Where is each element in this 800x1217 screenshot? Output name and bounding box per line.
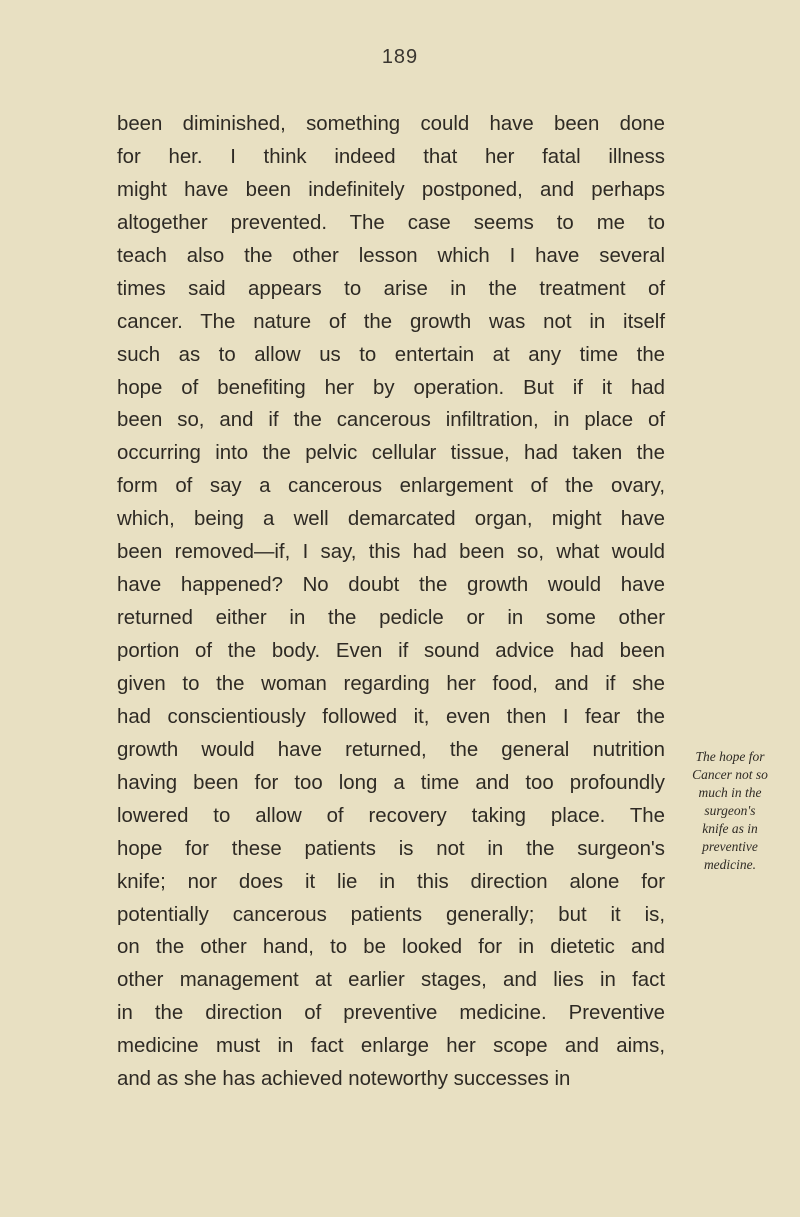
text-line: medicine must in fact enlarge her scope and aims, — [117, 1035, 665, 1058]
body-text — [117, 108, 665, 1096]
text-line: teach also the other lesson which I have several — [117, 244, 665, 267]
margin-note-line: preventive — [702, 839, 758, 854]
text-line: other management at earlier stages, and lies in fact — [117, 969, 665, 992]
text-line: occurring into the pelvic cellular tissue, had taken the — [117, 442, 665, 465]
text-line: form of say a cancerous enlargement of the ovary, — [117, 475, 665, 498]
text-line: hope of benefiting her by operation. But if it had — [117, 376, 665, 399]
text-line: having been for too long a time and too profoundly — [117, 771, 665, 794]
margin-note-line: much in the — [698, 785, 762, 800]
margin-note-line: The hope for — [695, 749, 765, 764]
text-line: growth would have returned, the general nutrition — [117, 738, 665, 761]
text-line: for her. I think indeed that her fatal illness — [117, 145, 665, 168]
text-line: such as to allow us to entertain at any time the — [117, 343, 665, 366]
text-line: on the other hand, to be looked for in dietetic and — [117, 936, 665, 959]
text-line: given to the woman regarding her food, and if she — [117, 672, 665, 695]
text-line: cancer. The nature of the growth was not in itself — [117, 310, 665, 333]
text-line: hope for these patients is not in the surgeon's — [117, 837, 665, 860]
page-number: 189 — [381, 46, 419, 68]
text-line: portion of the body. Even if sound advice had been — [117, 640, 665, 662]
text-line: lowered to allow of recovery taking place. The — [117, 804, 665, 827]
text-line: had conscientiously followed it, even then I fear the — [117, 705, 665, 728]
margin-note-line: medicine. — [703, 857, 757, 872]
text-line: been removed—if, I say, this had been so, what would — [117, 541, 665, 564]
margin-note — [660, 748, 800, 874]
text-line: and as she has achieved noteworthy successes in — [117, 1068, 571, 1091]
text-line: have happened? No doubt the growth would have — [117, 574, 665, 597]
text-line: in the direction of preventive medicine. Preventive — [117, 1002, 665, 1025]
text-line: might have been indefinitely postponed, and perhaps — [117, 178, 665, 201]
text-line: which, being a well demarcated organ, might have — [117, 508, 665, 531]
text-line: altogether prevented. The case seems to me to — [117, 211, 665, 234]
text-line: potentially cancerous patients generally; but it is, — [117, 903, 665, 926]
margin-note-line: surgeon's — [704, 803, 756, 818]
text-line: knife; nor does it lie in this direction alone for — [117, 870, 665, 893]
text-line: times said appears to arise in the treatment of — [117, 277, 665, 300]
margin-note-line: Cancer not so — [692, 767, 768, 782]
margin-note-line: knife as in — [702, 821, 758, 836]
text-line: been diminished, something could have been done — [117, 113, 665, 135]
text-line: been so, and if the cancerous infiltration, in place of — [117, 409, 665, 432]
text-line: returned either in the pedicle or in some other — [117, 607, 665, 630]
